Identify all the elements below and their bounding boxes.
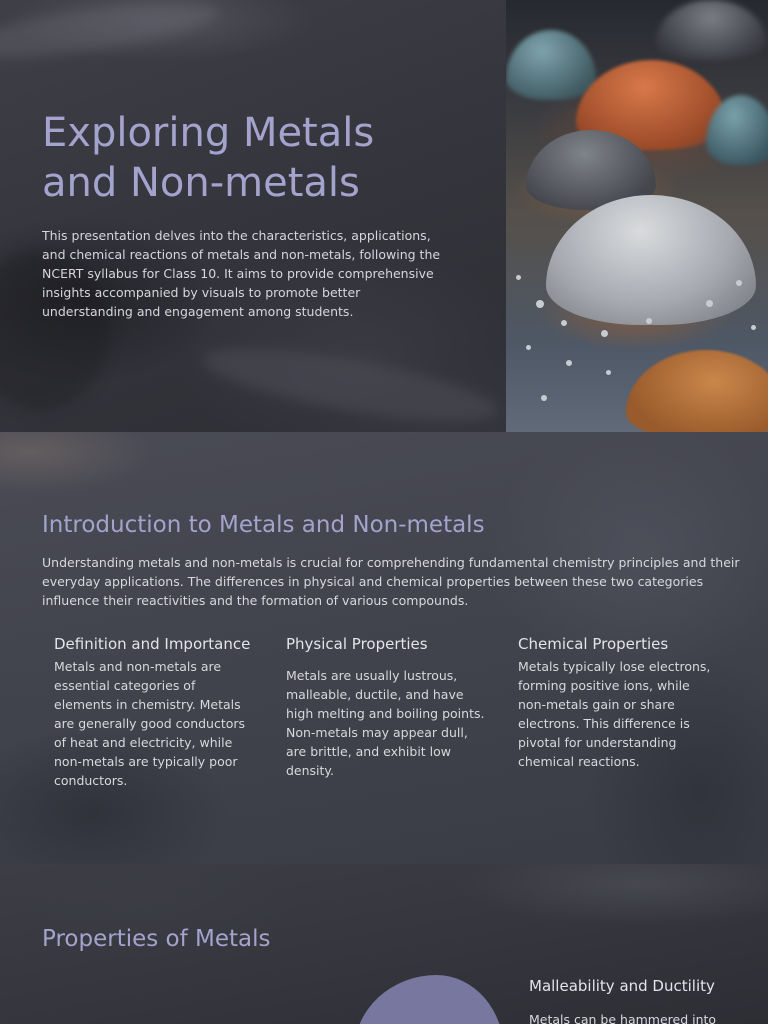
hero-text-block (42, 108, 452, 321)
chemical-properties-text: Metals typically lose electrons, forming positive ions, while non-metals gain or share electrons. This difference is pivotal for understanding chemical reactions. (518, 659, 711, 769)
metal-powders-photo (506, 0, 768, 432)
definition-column (54, 634, 254, 790)
malleability-text: Metals can be hammered into (529, 1012, 717, 1024)
malleability-heading: Malleability and Ductility (529, 977, 715, 995)
physical-properties-heading: Physical Properties (286, 635, 428, 653)
title-slide (0, 0, 768, 432)
properties-slide (0, 864, 768, 1024)
hero-title: Exploring Metals and Non-metals (42, 110, 375, 206)
hero-description: This presentation delves into the characteristics, applications, and chemical reactions of metals and non-metals, following the NCERT syllabus for Class 10. It aims to provide comprehensive insights accompanied by visuals to promote better understanding and engagement among students. (42, 228, 441, 319)
physical-properties-text: Metals are usually lustrous, malleable, ductile, and have high melting and boiling points. Non-metals may appear dull, are brittle, and exhibit low density. (286, 668, 485, 778)
definition-heading: Definition and Importance (54, 635, 251, 653)
decorative-blob-shape (354, 975, 504, 1024)
definition-text: Metals and non-metals are essential categories of elements in chemistry. Metals are generally good conductors of heat and electricity, while non-metals are typically poor conductors. (54, 659, 246, 788)
physical-properties-column (286, 634, 491, 780)
chemical-properties-column (518, 634, 718, 771)
chemical-properties-heading: Chemical Properties (518, 635, 669, 653)
properties-title: Properties of Metals (42, 926, 271, 952)
intro-description: Understanding metals and non-metals is crucial for comprehending fundamental chemistry principles and their everyday applications. The differences in physical and chemical properties between these two categories influence their reactivities and the formation of various compounds. (42, 555, 740, 608)
intro-title: Introduction to Metals and Non-metals (42, 512, 485, 538)
introduction-slide (0, 432, 768, 864)
